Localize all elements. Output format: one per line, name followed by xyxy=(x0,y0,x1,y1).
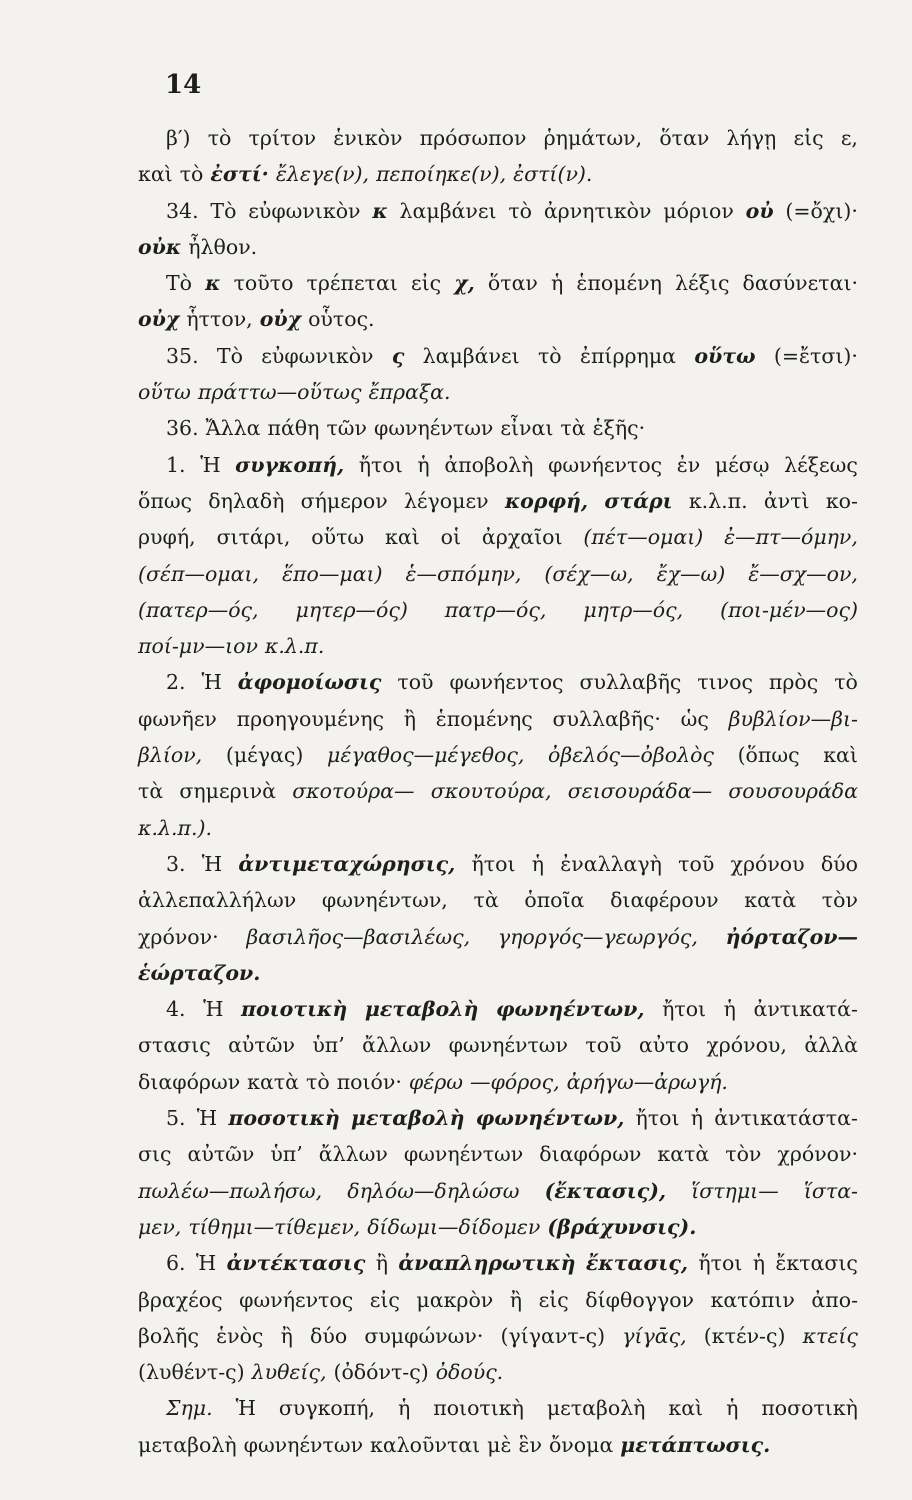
word: ς xyxy=(391,343,405,368)
word: Ἡ xyxy=(195,1251,217,1276)
body-text xyxy=(138,120,858,1463)
word: οὗτος. xyxy=(308,307,375,332)
word: ρυφή, xyxy=(138,525,196,550)
word: διαφόρων xyxy=(539,1142,642,1167)
word: τίθημι—τίθεμεν, xyxy=(188,1214,361,1239)
word: κ xyxy=(205,271,221,296)
word: ἔχ—ω) xyxy=(656,561,726,586)
word: ἓν xyxy=(518,1432,542,1457)
word: οὐκ xyxy=(138,234,182,259)
word: οὐ xyxy=(745,198,774,223)
word: ἢ xyxy=(403,706,417,731)
word: ἧττον, xyxy=(186,307,253,332)
word: ἔκτασις xyxy=(775,1251,858,1276)
word: εὐφωνικὸν xyxy=(248,198,361,223)
text-line xyxy=(138,664,858,700)
word: λυθείς, xyxy=(251,1360,327,1385)
word: ἠόρταζον— xyxy=(725,924,858,949)
text-line xyxy=(138,1282,858,1318)
word: (=ἔτσι)· xyxy=(773,343,858,368)
word: δύο xyxy=(310,1323,348,1348)
word: τὸ xyxy=(537,343,562,368)
text-line xyxy=(138,991,858,1027)
word: 5. xyxy=(166,1106,186,1131)
word: ἐν xyxy=(676,452,701,477)
text-line xyxy=(138,193,858,229)
word: κτείς xyxy=(802,1323,858,1348)
text-line xyxy=(138,1245,858,1281)
word: 34. xyxy=(166,198,199,223)
word: κατὰ xyxy=(744,888,797,913)
word: φωνήεντος xyxy=(548,452,663,477)
word: Τὸ xyxy=(210,198,237,223)
text-line xyxy=(138,229,858,265)
word: ἵστημι— xyxy=(691,1178,779,1203)
word: ὅταν xyxy=(659,126,710,150)
word: ἔ—σχ—ον, xyxy=(748,561,858,586)
text-line xyxy=(138,374,858,410)
word: σκοτούρα— xyxy=(292,779,415,804)
word: αὐτο xyxy=(638,1033,689,1058)
word: συλλαβῆς· xyxy=(552,706,661,731)
word: γηοργός—γεωργός, xyxy=(497,924,698,949)
word: Τὸ xyxy=(166,271,193,296)
word: ἀλλεπαλλήλων xyxy=(138,888,297,913)
text-line xyxy=(138,483,858,519)
word: οἱ xyxy=(440,525,462,550)
word: οὐχ xyxy=(259,307,302,332)
text-line xyxy=(138,955,858,991)
word: μὲ xyxy=(487,1432,512,1457)
word: ῥημάτων, xyxy=(543,126,643,150)
word: ποιοτικὴ xyxy=(241,997,348,1022)
word: δασύνεται· xyxy=(742,271,858,296)
word: μεν, xyxy=(138,1214,182,1239)
word: σουσουράδα xyxy=(728,779,858,804)
word: μεταβολὴ xyxy=(364,997,479,1022)
word: εἰς xyxy=(538,1287,569,1312)
word: Ἡ xyxy=(235,1396,256,1421)
word: (βράχυνσις). xyxy=(547,1214,697,1239)
word: τρίτον xyxy=(248,126,317,150)
text-line xyxy=(138,1209,858,1245)
word: ἀρχαῖοι xyxy=(481,525,563,550)
text-line xyxy=(138,301,858,337)
word: τινος xyxy=(697,670,753,695)
word: καὶ xyxy=(385,525,420,550)
word: χρόνον· xyxy=(138,924,219,949)
word: ποσοτικὴ xyxy=(228,1106,340,1131)
word: ποιοτικὴ xyxy=(433,1396,524,1421)
word: φωνήεντος xyxy=(449,670,564,695)
word: λέξεως xyxy=(784,452,858,477)
word: δίφθογγον xyxy=(585,1287,695,1312)
word: ἄλλων xyxy=(318,1142,388,1167)
text-line xyxy=(138,410,858,446)
word: ἔκτασις, xyxy=(585,1251,688,1276)
word: ἡ xyxy=(726,1396,739,1421)
word: χρόνου xyxy=(730,851,805,876)
word: εὐφωνικὸν xyxy=(261,343,374,368)
word: Τὸ xyxy=(216,343,243,368)
word: εἶναι xyxy=(500,416,554,441)
word: πατρ—ός, xyxy=(444,597,547,622)
word: ὀδούς. xyxy=(435,1360,504,1385)
word: τὸ xyxy=(179,162,204,187)
word: (ποι-μέν—ος) xyxy=(720,597,858,622)
text-line xyxy=(138,156,858,192)
word: πρὸς xyxy=(768,670,819,695)
word: γίγᾱς, xyxy=(622,1323,687,1348)
word: ἤτοι xyxy=(471,851,516,876)
word: στασις xyxy=(138,1033,211,1058)
word: τοῦ xyxy=(585,1033,622,1058)
word: δηλαδὴ xyxy=(208,488,285,513)
word: φωνῆεν xyxy=(138,706,217,731)
word: 1. xyxy=(166,452,186,477)
word: ἡ xyxy=(551,271,564,296)
text-line xyxy=(138,1064,858,1100)
word: ἐστί· xyxy=(210,162,269,187)
word: ἢ xyxy=(375,1251,388,1276)
word: (πέτ—ομαι) xyxy=(583,525,704,550)
word: ἐναλλαγὴ xyxy=(560,851,662,876)
word: πράττω—οὕτως xyxy=(197,380,362,405)
word: τοῦτο xyxy=(233,271,294,296)
word: ἀντέκτασις xyxy=(226,1251,366,1276)
text-line xyxy=(138,1100,858,1136)
word: ἐστί(ν). xyxy=(513,162,593,187)
word: (ὅπως xyxy=(737,743,800,768)
word: φωνηέντων xyxy=(243,1432,364,1457)
word: ὅταν xyxy=(487,271,538,296)
word: τὸν xyxy=(821,888,858,913)
word: ἑπομένη xyxy=(576,271,662,296)
word: φωνηέντων, xyxy=(495,997,645,1022)
word: λέξις xyxy=(675,271,730,296)
word: κ xyxy=(372,198,388,223)
word: βολῆς xyxy=(138,1323,199,1348)
word: (κτέν-ς) xyxy=(703,1323,786,1348)
word: ποί-μν—ιον xyxy=(138,634,258,659)
word: λαμβάνει xyxy=(399,198,497,223)
word: ἀλλὰ xyxy=(804,1033,858,1058)
word: κατόπιν xyxy=(710,1287,795,1312)
word: φωνηέντων, xyxy=(321,888,448,913)
word: ἀντιμεταχώρησις, xyxy=(238,851,456,876)
word: ἑπομένης xyxy=(435,706,533,731)
word: ἔπραξα. xyxy=(368,380,451,405)
word: φωνηέντων xyxy=(373,416,494,441)
word: ε, xyxy=(840,126,858,150)
word: φωνήεντος xyxy=(239,1287,354,1312)
word: σις xyxy=(138,1142,172,1167)
text-line xyxy=(138,1318,858,1354)
word: —φόρος, xyxy=(470,1069,560,1094)
text-line xyxy=(138,1136,858,1172)
word: ἡ xyxy=(752,1251,766,1276)
word: χ, xyxy=(454,271,475,296)
word: τὸ xyxy=(508,198,533,223)
word: τοῦ xyxy=(678,851,715,876)
word: συγκοπή, xyxy=(235,452,345,477)
word: δηλόω—δηλώσω xyxy=(347,1178,520,1203)
word: βυβλίον—βι- xyxy=(728,706,858,731)
word: μεταβολὴ xyxy=(138,1432,237,1457)
word: βασιλῆος—βασιλέως, xyxy=(246,924,471,949)
word: εἰς xyxy=(369,1287,400,1312)
word: Ἡ xyxy=(200,452,221,477)
word: ὀβελός—ὀβολὸς xyxy=(548,743,714,768)
word: κορφή, xyxy=(504,488,589,513)
word: ἐ—πτ—όμην, xyxy=(724,525,858,550)
text-line xyxy=(138,773,858,809)
word: (λυθέντ-ς) xyxy=(138,1360,245,1385)
word: ἀναπληρωτικὴ xyxy=(398,1251,576,1276)
word: διαφόρων xyxy=(138,1069,241,1094)
word: Ἡ xyxy=(196,1106,218,1131)
word: ἀποβολὴ xyxy=(444,452,534,477)
word: μακρὸν xyxy=(416,1287,494,1312)
word: (σέπ—ομαι, xyxy=(138,561,260,586)
word: ὡς xyxy=(680,706,709,731)
word: ἀρνητικὸν xyxy=(543,198,652,223)
word: δύο xyxy=(820,851,858,876)
word: συμφώνων· xyxy=(364,1323,484,1348)
word: πάθη xyxy=(267,416,320,441)
word: (σέχ—ω, xyxy=(544,561,634,586)
word: Ἡ xyxy=(203,997,224,1022)
word: μόριον xyxy=(663,198,734,223)
word: ἵστα- xyxy=(803,1178,858,1203)
text-line xyxy=(138,1427,858,1463)
word: ἢ xyxy=(280,1323,293,1348)
word: Ἡ xyxy=(201,670,222,695)
word: ἤτοι xyxy=(358,452,403,477)
text-line xyxy=(138,628,858,664)
word: λήγῃ xyxy=(726,126,777,150)
word: κατὰ xyxy=(657,1142,710,1167)
word: τὸ xyxy=(306,1069,330,1094)
word: ἀντικατάστα- xyxy=(714,1106,858,1131)
word: διαφέρουν xyxy=(610,888,719,913)
word: (=ὄχι)· xyxy=(785,198,858,223)
word: 2. xyxy=(166,670,186,695)
word: ἀντὶ xyxy=(763,488,810,513)
word: χρόνον· xyxy=(777,1142,858,1167)
word: (ὀδόντ-ς) xyxy=(333,1360,429,1385)
word: ἑώρταζον. xyxy=(138,960,261,985)
word: ἕπο—μαι) xyxy=(282,561,383,586)
word: (πατερ—ός, xyxy=(138,597,259,622)
word: ἀφομοίωσις xyxy=(237,670,382,695)
word: μητρ—ός, xyxy=(583,597,684,622)
word: κ.λ.π. xyxy=(688,488,748,513)
word: σιτάρι, xyxy=(216,525,291,550)
word: δίδωμι—δίδομεν xyxy=(367,1214,541,1239)
word: μετάπτωσις. xyxy=(620,1432,771,1457)
word: κατὰ xyxy=(247,1069,299,1094)
text-line xyxy=(138,592,858,628)
word: τὸ xyxy=(207,126,232,150)
word: σκουτούρα, xyxy=(430,779,552,804)
word: ἦλθον. xyxy=(188,234,258,259)
word: οὕτω xyxy=(694,343,756,368)
text-line xyxy=(138,1390,858,1426)
word: τῶν xyxy=(326,416,367,441)
text-line xyxy=(138,556,858,592)
word: καὶ xyxy=(138,162,173,187)
word: σήμερον xyxy=(300,488,388,513)
word: κ.λ.π. xyxy=(264,634,325,659)
word: μέσῳ xyxy=(714,452,770,477)
word: ἀρήγω—ἀρωγή. xyxy=(566,1069,728,1094)
text-line xyxy=(138,701,858,737)
word: βραχέος xyxy=(138,1287,223,1312)
word: προηγουμένης xyxy=(236,706,385,731)
word: αὐτῶν xyxy=(228,1033,295,1058)
word: ἡ xyxy=(531,851,545,876)
word: στάρι xyxy=(604,488,673,513)
word: φωνηέντων, xyxy=(475,1106,625,1131)
word: πωλέω—πωλήσω, xyxy=(138,1178,323,1203)
word: 3. xyxy=(166,851,186,876)
text-line xyxy=(138,919,858,955)
word: μεταβολὴ xyxy=(546,1396,646,1421)
text-line xyxy=(138,1354,858,1390)
word: εἰς xyxy=(793,126,824,150)
word: καλοῦνται xyxy=(370,1432,481,1457)
word: ἡ xyxy=(397,1396,411,1421)
text-line xyxy=(138,265,858,301)
word: ποιόν· xyxy=(336,1069,402,1094)
word: σημερινὰ xyxy=(179,779,276,804)
word: φέρω xyxy=(408,1069,463,1094)
text-line xyxy=(138,1027,858,1063)
word: φωνηέντων xyxy=(448,1033,568,1058)
word: 4. xyxy=(166,997,186,1022)
word: ὑπ’ xyxy=(270,1142,303,1167)
word: τὸν xyxy=(725,1142,762,1167)
word: Ἄλλα xyxy=(205,416,261,441)
text-line xyxy=(138,882,858,918)
word: τὰ xyxy=(138,779,164,804)
word: ἀπο- xyxy=(811,1287,858,1312)
word: ἑνικὸν xyxy=(333,126,403,150)
word: (γίγαντ-ς) xyxy=(500,1323,606,1348)
word: φωνηέντων xyxy=(403,1142,524,1167)
word: ἐπίρρημα xyxy=(579,343,677,368)
text-line xyxy=(138,519,858,555)
page-number: 14 xyxy=(165,70,202,100)
word: τρέπεται xyxy=(306,271,398,296)
word: ἑνὸς xyxy=(216,1323,264,1348)
word: συγκοπή, xyxy=(278,1396,376,1421)
text-line xyxy=(138,120,858,156)
word: οὕτω xyxy=(311,525,365,550)
word: ἑξῆς· xyxy=(592,416,646,441)
word: ἤτοι xyxy=(698,1251,743,1276)
word: ἤτοι xyxy=(635,1106,680,1131)
word: Ἡ xyxy=(201,851,223,876)
word: τὰ xyxy=(473,888,499,913)
word: ἢ xyxy=(509,1287,523,1312)
word: ἀντικατά- xyxy=(753,997,858,1022)
word: ἡ xyxy=(690,1106,704,1131)
word: οὐχ xyxy=(138,307,180,332)
word: ὁποῖα xyxy=(524,888,585,913)
text-line xyxy=(138,737,858,773)
word: αὐτῶν xyxy=(187,1142,255,1167)
word: λέγομεν xyxy=(403,488,489,513)
word: βλίον, xyxy=(138,743,203,768)
word: 35. xyxy=(166,343,199,368)
word: λαμβάνει xyxy=(422,343,520,368)
text-line xyxy=(138,338,858,374)
text-line xyxy=(138,447,858,483)
word: εἰς xyxy=(410,271,442,296)
word: ἄλλων xyxy=(362,1033,432,1058)
word: μητερ—ός) xyxy=(295,597,408,622)
word: κο- xyxy=(825,488,858,513)
word: πρόσωπον xyxy=(419,126,527,150)
word: 36. xyxy=(166,416,199,441)
text-line xyxy=(138,846,858,882)
word: (ἔκτασις), xyxy=(544,1178,667,1203)
word: ἡ xyxy=(723,997,736,1022)
word: μέγαθος—μέγεθος, xyxy=(327,743,525,768)
word: τὸ xyxy=(834,670,858,695)
word: Σημ. xyxy=(166,1396,213,1421)
word: σεισουράδα— xyxy=(567,779,713,804)
word: ἔλεγε(ν), xyxy=(275,162,370,187)
word: τοῦ xyxy=(397,670,434,695)
word: χρόνου, xyxy=(706,1033,787,1058)
word: ἡ xyxy=(417,452,430,477)
word: κ.λ.π.). xyxy=(138,815,212,840)
word: ὑπ’ xyxy=(312,1033,345,1058)
word: τὰ xyxy=(560,416,586,441)
word: ὄνομα xyxy=(548,1432,614,1457)
word: οὕτω xyxy=(138,380,191,405)
word: ποσοτικὴ xyxy=(761,1396,858,1421)
word: πεποίηκε(ν), xyxy=(376,162,507,187)
word: συλλαβῆς xyxy=(579,670,682,695)
text-line xyxy=(138,1173,858,1209)
word: β′) xyxy=(166,126,191,150)
word: 6. xyxy=(166,1251,186,1276)
word: καὶ xyxy=(668,1396,704,1421)
word: καὶ xyxy=(823,743,858,768)
word: ἤτοι xyxy=(662,997,707,1022)
text-line xyxy=(138,810,858,846)
word: ἑ—σπόμην, xyxy=(405,561,522,586)
word: μεταβολὴ xyxy=(350,1106,465,1131)
word: ὅπως xyxy=(138,488,193,513)
word: (μέγας) xyxy=(225,743,304,768)
